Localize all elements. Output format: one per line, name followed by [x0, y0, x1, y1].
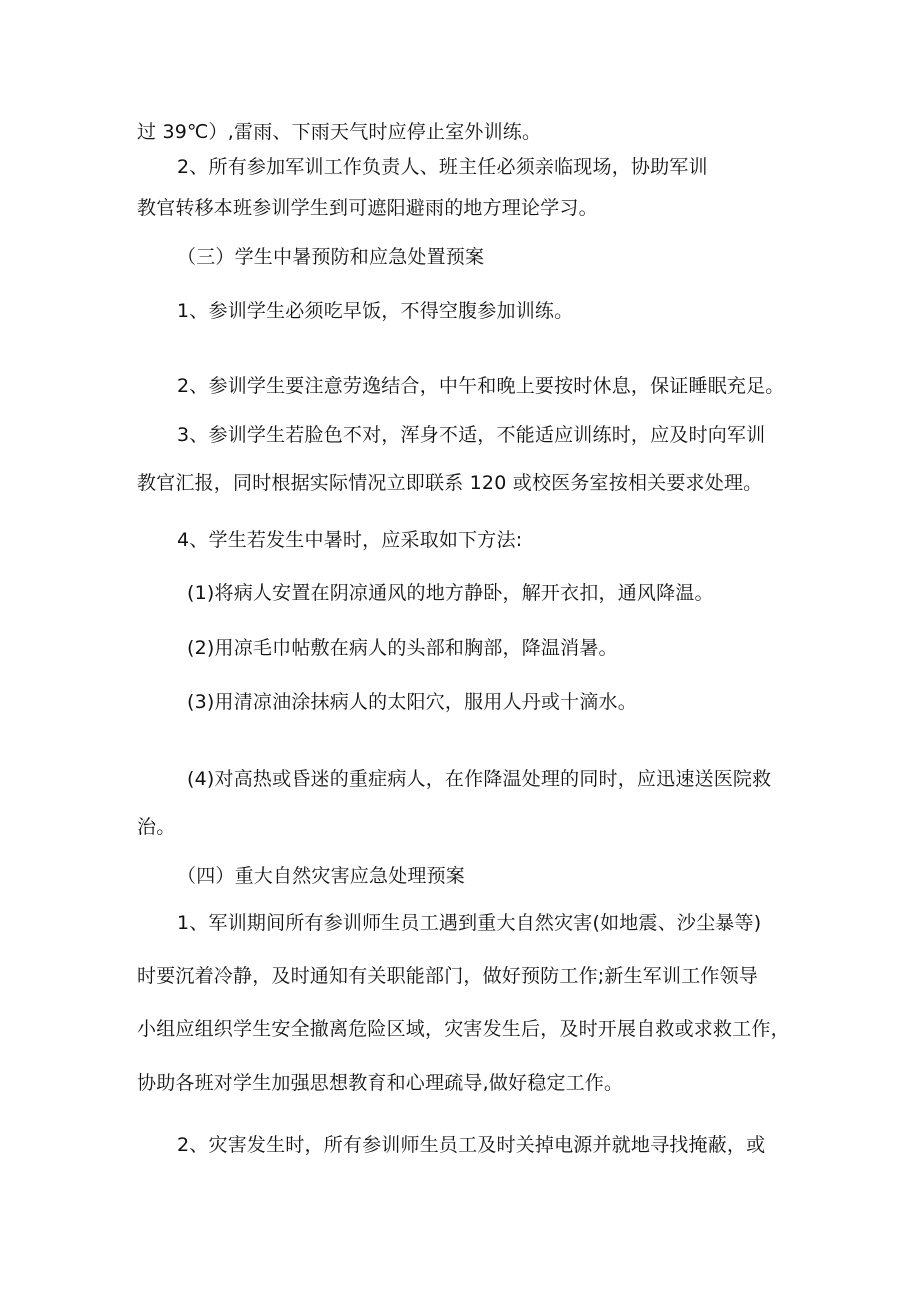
text-line-7: 3、参训学生若脸色不对，浑身不适，不能适应训练时，应及时向军训 [177, 424, 766, 446]
text-line-8: 教官汇报，同时根据实际情况立即联系 120 或校医务室按相关要求处理。 [137, 472, 763, 494]
text-line-9: 4、学生若发生中暑时，应采取如下方法: [177, 529, 523, 551]
list-item-1: (1)将病人安置在阴凉通风的地方静卧，解开衣扣，通风降温。 [187, 582, 714, 604]
text-line-5: 1、参训学生必须吃早饭，不得空腹参加训练。 [177, 300, 574, 322]
text-line-3: 教官转移本班参训学生到可遮阳避雨的地方理论学习。 [137, 197, 598, 219]
text-line-1: 过 39℃）,雷雨、下雨天气时应停止室外训练。 [137, 121, 542, 143]
text-line-20: 2、灾害发生时，所有参训师生员工及时关掉电源并就地寻找掩蔽，或 [177, 1134, 766, 1156]
text-line-18: 小组应组织学生安全撤离危险区域，灾害发生后，及时开展自救或求救工作， [137, 1018, 790, 1040]
list-item-2: (2)用凉毛巾帖敷在病人的头部和胸部，降温消暑。 [187, 637, 618, 659]
text-line-16: 1、军训期间所有参训师生员工遇到重大自然灾害(如地震、沙尘暴等) [177, 912, 762, 934]
list-item-3: (3)用清凉油涂抹病人的太阳穴，服用人丹或十滴水。 [187, 691, 637, 713]
section-heading-4: （四）重大自然灾害应急处理预案 [177, 865, 466, 887]
text-line-6: 2、参训学生要注意劳逸结合，中午和晚上要按时休息，保证睡眠充足。 [177, 375, 785, 397]
list-item-4: (4)对高热或昏迷的重症病人，在作降温处理的同时，应迅速送医院救 [187, 768, 772, 790]
list-item-4-cont: 治。 [137, 816, 176, 838]
text-line-19: 协助各班对学生加强思想教育和心理疏导,做好稳定工作。 [137, 1072, 624, 1094]
text-line-17: 时要沉着冷静，及时通知有关职能部门，做好预防工作;新生军训工作领导 [137, 965, 759, 987]
text-line-2: 2、所有参加军训工作负责人、班主任必须亲临现场，协助军训 [177, 156, 708, 178]
section-heading-3: （三）学生中暑预防和应急处置预案 [177, 246, 485, 268]
